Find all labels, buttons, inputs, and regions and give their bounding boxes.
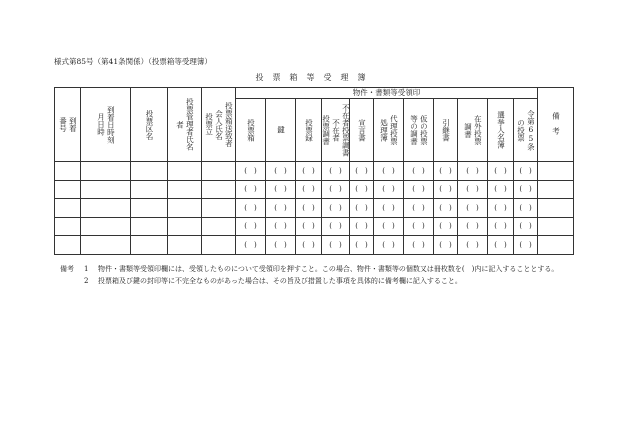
form-number-label: 様式第85号（第41条関係）（投票箱等受理簿）: [54, 57, 212, 66]
entry-cell[interactable]: [81, 199, 131, 218]
receipt-ledger-table: [54, 87, 574, 255]
col-header-item: [266, 99, 296, 162]
count-parentheses: ( ): [466, 240, 479, 249]
col-header-line: 会人氏名: [214, 109, 224, 140]
count-parentheses: ( ): [329, 203, 342, 212]
receipt-count-cell[interactable]: [374, 236, 404, 255]
receipt-count-cell[interactable]: [374, 162, 404, 181]
receipt-count-cell[interactable]: [488, 162, 514, 181]
count-parentheses: ( ): [274, 203, 287, 212]
count-parentheses: ( ): [494, 240, 507, 249]
col-header-item-line: 等の調書: [409, 115, 419, 145]
count-parentheses: ( ): [355, 240, 368, 249]
receipt-count-cell[interactable]: [266, 236, 296, 255]
receipt-count-cell[interactable]: [266, 217, 296, 236]
receipt-count-cell[interactable]: [322, 199, 350, 218]
col-header-item: [458, 99, 488, 162]
count-parentheses: ( ): [439, 185, 452, 194]
remarks-cell[interactable]: [538, 236, 574, 255]
receipt-count-cell[interactable]: [296, 180, 322, 199]
col-header-item-line: 選挙人名簿: [496, 111, 506, 149]
col-header-item: [488, 99, 514, 162]
receipt-count-cell[interactable]: [434, 199, 458, 218]
entry-cell[interactable]: [131, 162, 168, 181]
count-parentheses: ( ): [382, 185, 395, 194]
count-parentheses: ( ): [329, 166, 342, 175]
col-header-item-line: 在外投票: [473, 115, 483, 145]
count-parentheses: ( ): [302, 222, 315, 231]
receipt-count-cell[interactable]: [322, 217, 350, 236]
receipt-count-cell[interactable]: [350, 162, 374, 181]
entry-cell[interactable]: [202, 217, 236, 236]
entry-cell[interactable]: [55, 199, 81, 218]
note-text: 投票箱及び鍵の封印等に不完全なものがあった場合は、その旨及び措置した事項を具体的に備考欄に記入すること。: [98, 276, 462, 285]
count-parentheses: ( ): [466, 185, 479, 194]
count-parentheses: ( ): [355, 222, 368, 231]
entry-cell[interactable]: [81, 162, 131, 181]
remarks-cell[interactable]: [538, 180, 574, 199]
entry-cell[interactable]: [168, 180, 202, 199]
count-parentheses: ( ): [466, 203, 479, 212]
col-header-line: 番号: [58, 117, 68, 132]
count-parentheses: ( ): [274, 240, 287, 249]
receipt-count-cell[interactable]: [374, 199, 404, 218]
entry-cell[interactable]: [168, 199, 202, 218]
note-number: 1: [84, 265, 89, 273]
col-header-item-line: 不在者投票調書: [341, 103, 351, 157]
count-parentheses: ( ): [494, 203, 507, 212]
entry-cell[interactable]: [55, 162, 81, 181]
count-parentheses: ( ): [329, 222, 342, 231]
count-parentheses: ( ): [355, 185, 368, 194]
col-header-line: 到着日時刻: [106, 105, 116, 144]
receipt-count-cell[interactable]: [458, 199, 488, 218]
count-parentheses: ( ): [382, 203, 395, 212]
count-parentheses: ( ): [355, 166, 368, 175]
entry-cell[interactable]: [131, 217, 168, 236]
col-header-sender: [202, 88, 236, 162]
col-header-item: [514, 99, 538, 162]
count-parentheses: ( ): [519, 166, 532, 175]
entry-cell[interactable]: [168, 162, 202, 181]
receipt-count-cell[interactable]: [350, 199, 374, 218]
count-parentheses: ( ): [412, 166, 425, 175]
receipt-count-cell[interactable]: [266, 180, 296, 199]
notes-section: [60, 264, 580, 287]
receipt-count-cell[interactable]: [236, 199, 266, 218]
group-header-receipt: 物件・書類等受領印: [236, 88, 538, 99]
entry-cell[interactable]: [202, 162, 236, 181]
count-parentheses: ( ): [244, 185, 257, 194]
entry-cell[interactable]: [81, 180, 131, 199]
receipt-count-cell[interactable]: [434, 162, 458, 181]
count-parentheses: ( ): [329, 185, 342, 194]
count-parentheses: ( ): [302, 240, 315, 249]
receipt-count-cell[interactable]: [296, 236, 322, 255]
receipt-count-cell[interactable]: [488, 180, 514, 199]
count-parentheses: ( ): [494, 166, 507, 175]
count-parentheses: ( ): [355, 203, 368, 212]
col-header-item: [404, 99, 434, 162]
entry-cell[interactable]: [168, 217, 202, 236]
count-parentheses: ( ): [302, 166, 315, 175]
receipt-count-cell[interactable]: [374, 217, 404, 236]
col-header-arrival-datetime: [81, 88, 131, 162]
count-parentheses: ( ): [244, 222, 257, 231]
count-parentheses: ( ): [519, 222, 532, 231]
count-parentheses: ( ): [382, 240, 395, 249]
receipt-count-cell[interactable]: [322, 180, 350, 199]
col-header-item-line: 不在者: [331, 118, 341, 142]
receipt-count-cell[interactable]: [296, 217, 322, 236]
receipt-count-cell[interactable]: [514, 217, 538, 236]
col-header-item: [350, 99, 374, 162]
receipt-count-cell[interactable]: [296, 199, 322, 218]
entry-cell[interactable]: [55, 217, 81, 236]
count-parentheses: ( ): [439, 166, 452, 175]
receipt-count-cell[interactable]: [322, 236, 350, 255]
receipt-count-cell[interactable]: [236, 162, 266, 181]
receipt-count-cell[interactable]: [350, 217, 374, 236]
receipt-count-cell[interactable]: [236, 217, 266, 236]
col-header-item-line: 令第65条: [526, 109, 536, 151]
col-header-line: 到着: [68, 117, 78, 132]
receipt-count-cell[interactable]: [404, 180, 434, 199]
entry-cell[interactable]: [168, 236, 202, 255]
receipt-count-cell[interactable]: [458, 236, 488, 255]
count-parentheses: ( ): [439, 240, 452, 249]
count-parentheses: ( ): [466, 166, 479, 175]
col-header-line: 投票管理者氏名: [185, 98, 195, 151]
count-parentheses: ( ): [382, 166, 395, 175]
col-header-item: [322, 99, 350, 162]
col-header-district: [131, 88, 168, 162]
count-parentheses: ( ): [412, 240, 425, 249]
count-parentheses: ( ): [494, 222, 507, 231]
col-header-item-line: 引継書: [441, 118, 451, 142]
receipt-count-cell[interactable]: [434, 236, 458, 255]
count-parentheses: ( ): [412, 185, 425, 194]
col-header-arrival-number: [55, 88, 81, 162]
entry-cell[interactable]: [131, 180, 168, 199]
receipt-count-cell[interactable]: [266, 199, 296, 218]
receipt-count-cell[interactable]: [434, 180, 458, 199]
count-parentheses: ( ): [274, 222, 287, 231]
col-header-line: 投票立: [204, 113, 214, 136]
count-parentheses: ( ): [329, 240, 342, 249]
count-parentheses: ( ): [519, 240, 532, 249]
receipt-count-cell[interactable]: [266, 162, 296, 181]
col-header-line: 投票箱送致者: [224, 102, 234, 147]
col-header-item: [236, 99, 266, 162]
col-header-item-line: 処理簿: [379, 118, 389, 142]
count-parentheses: ( ): [274, 185, 287, 194]
receipt-count-cell[interactable]: [514, 199, 538, 218]
receipt-count-cell[interactable]: [296, 162, 322, 181]
count-parentheses: ( ): [439, 203, 452, 212]
count-parentheses: ( ): [439, 222, 452, 231]
entry-cell[interactable]: [81, 236, 131, 255]
count-parentheses: ( ): [519, 203, 532, 212]
entry-cell[interactable]: [202, 199, 236, 218]
remarks-cell[interactable]: [538, 199, 574, 218]
count-parentheses: ( ): [466, 222, 479, 231]
entry-cell[interactable]: [55, 236, 81, 255]
count-parentheses: ( ): [274, 166, 287, 175]
note-text: 物件・書類等受領印欄には、受領したものについて受領印を押すこと。この場合、物件・書類等の個数又は冊枚数を( )内に記入することとする。: [98, 265, 559, 273]
entry-cell[interactable]: [81, 217, 131, 236]
col-header-item: [296, 99, 322, 162]
count-parentheses: ( ): [302, 203, 315, 212]
receipt-count-cell[interactable]: [350, 236, 374, 255]
receipt-count-cell[interactable]: [514, 162, 538, 181]
entry-cell[interactable]: [202, 236, 236, 255]
col-header-item-line: 調書: [463, 122, 473, 138]
receipt-count-cell[interactable]: [404, 236, 434, 255]
table-row: [55, 162, 574, 181]
col-header-manager: [168, 88, 202, 162]
receipt-count-cell[interactable]: [488, 217, 514, 236]
col-header-item: [374, 99, 404, 162]
col-header-line: 月日時: [96, 113, 106, 136]
col-header-item-line: 投票調書: [321, 115, 331, 145]
col-header-item: [434, 99, 458, 162]
receipt-count-cell[interactable]: [458, 180, 488, 199]
table-row: [55, 217, 574, 236]
note-number: 2: [84, 276, 89, 285]
table-row: [55, 199, 574, 218]
table-row: [55, 236, 574, 255]
col-header-item-line: 投票録: [304, 118, 314, 142]
count-parentheses: ( ): [412, 222, 425, 231]
receipt-count-cell[interactable]: [404, 199, 434, 218]
receipt-count-cell[interactable]: [404, 162, 434, 181]
remarks-cell[interactable]: [538, 162, 574, 181]
receipt-count-cell[interactable]: [322, 162, 350, 181]
receipt-count-cell[interactable]: [514, 180, 538, 199]
col-header-item-line: 代理投票: [389, 115, 399, 145]
col-header-item-line: 宣言書: [357, 118, 367, 142]
col-header-item-line: 投票箱: [246, 118, 256, 142]
receipt-count-cell[interactable]: [350, 180, 374, 199]
col-header-item-line: 鍵: [276, 126, 286, 134]
receipt-count-cell[interactable]: [236, 236, 266, 255]
notes-heading: 備考: [60, 265, 74, 273]
count-parentheses: ( ): [302, 185, 315, 194]
receipt-count-cell[interactable]: [374, 180, 404, 199]
count-parentheses: ( ): [412, 203, 425, 212]
entry-cell[interactable]: [131, 236, 168, 255]
col-header-line: 者: [175, 120, 185, 129]
remarks-cell[interactable]: [538, 217, 574, 236]
col-header-remarks: 備 考: [538, 88, 574, 162]
table-row: [55, 180, 574, 199]
count-parentheses: ( ): [244, 166, 257, 175]
count-parentheses: ( ): [244, 240, 257, 249]
col-header-item-line: の投票: [516, 118, 526, 142]
receipt-count-cell[interactable]: [458, 217, 488, 236]
col-header-line: 投票区名: [144, 109, 154, 140]
entry-cell[interactable]: [131, 199, 168, 218]
receipt-count-cell[interactable]: [458, 162, 488, 181]
count-parentheses: ( ): [519, 185, 532, 194]
document-title: 投票箱等受理簿: [255, 73, 375, 82]
count-parentheses: ( ): [494, 185, 507, 194]
col-header-item-line: 仮の投票: [419, 115, 429, 145]
receipt-count-cell[interactable]: [236, 180, 266, 199]
receipt-count-cell[interactable]: [488, 236, 514, 255]
receipt-count-cell[interactable]: [434, 217, 458, 236]
entry-cell[interactable]: [55, 180, 81, 199]
receipt-count-cell[interactable]: [488, 199, 514, 218]
receipt-count-cell[interactable]: [514, 236, 538, 255]
receipt-count-cell[interactable]: [404, 217, 434, 236]
entry-cell[interactable]: [202, 180, 236, 199]
count-parentheses: ( ): [244, 203, 257, 212]
count-parentheses: ( ): [382, 222, 395, 231]
